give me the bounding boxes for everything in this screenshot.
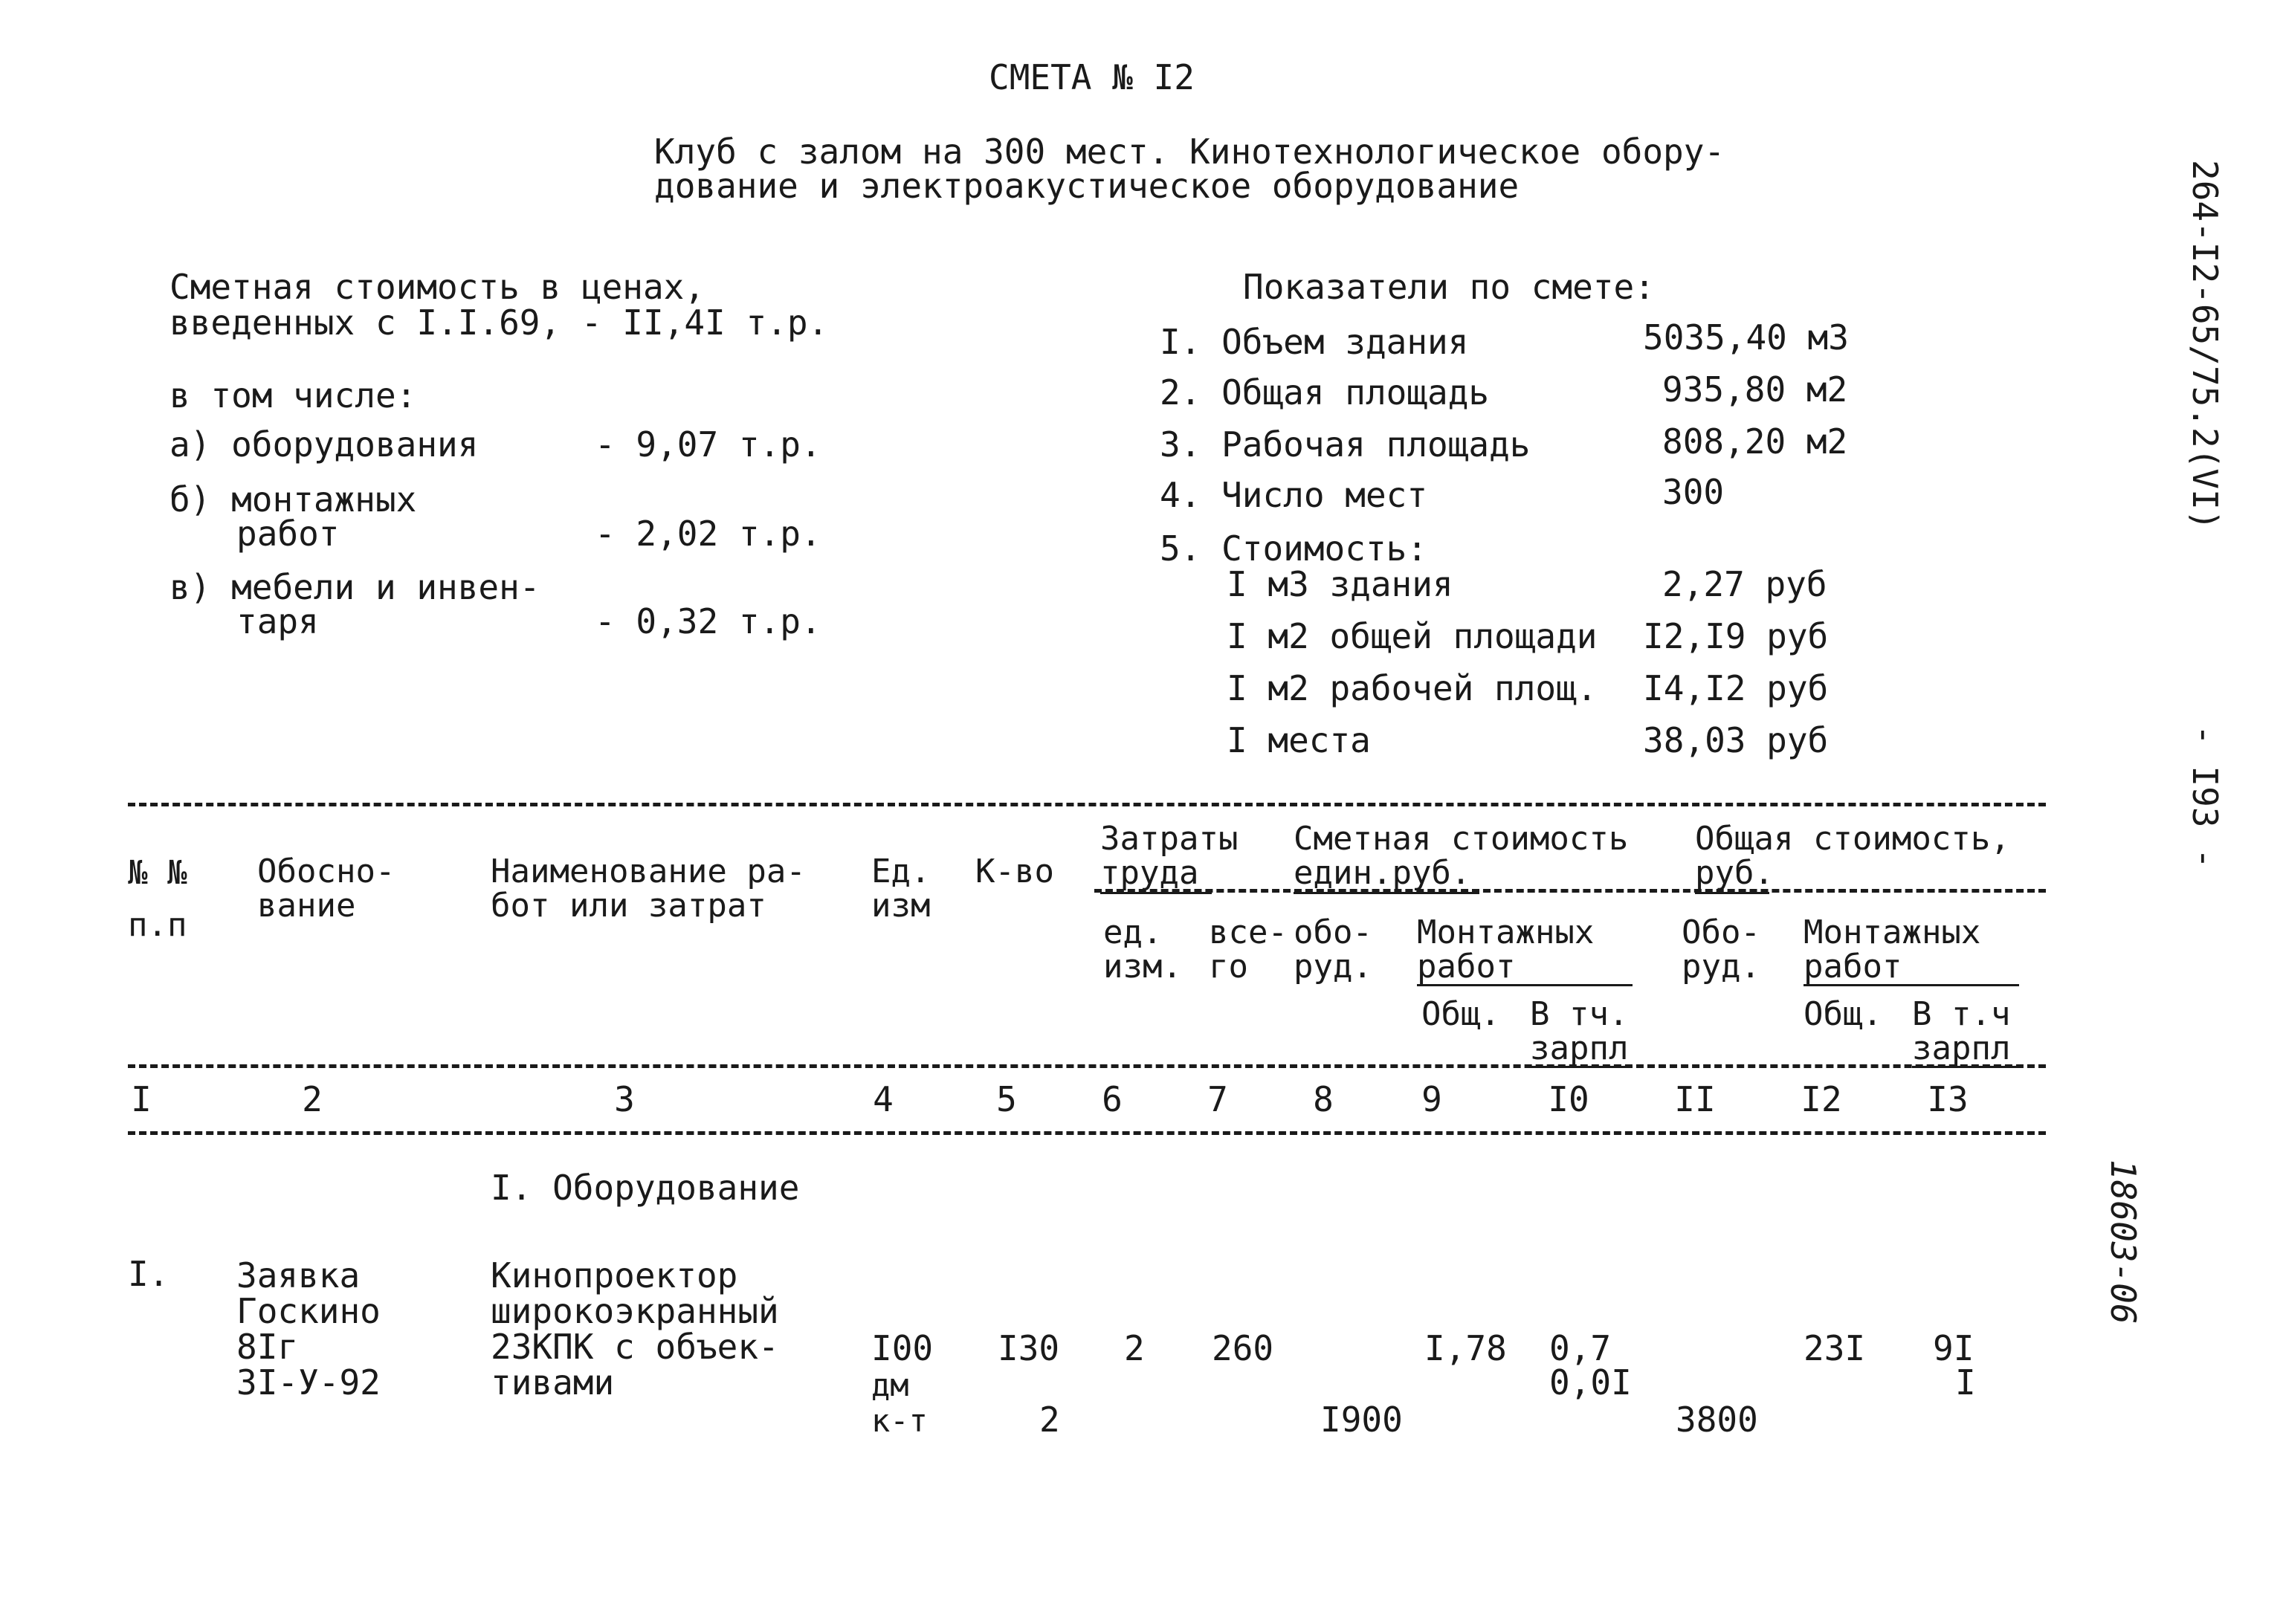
header-bottom-rule xyxy=(128,1064,2046,1068)
hdr-mont-underline xyxy=(1417,984,1633,986)
row-unit: I00 xyxy=(871,1328,934,1368)
archive-stamp: 18603-06 xyxy=(2103,1159,2143,1324)
hdr-basis: Обосно- xyxy=(257,853,395,890)
hdr-labor-unit-sub: изм. xyxy=(1103,948,1182,986)
hdr-unit: Ед. xyxy=(871,853,931,890)
hdr-total-cost: Общая стоимость, xyxy=(1695,820,2010,858)
section-title: I. Оборудование xyxy=(491,1168,800,1208)
cost-item-value: - 2,02 т.р. xyxy=(595,514,821,554)
cost-item-label-cont: работ xyxy=(236,514,340,554)
hdr-equip-total-sub: руд. xyxy=(1682,948,1760,986)
hdr-mont-all-wage: В т.ч xyxy=(1912,995,2011,1033)
row-name: Кинопроектор xyxy=(491,1255,738,1295)
indicator-label: 3. Рабочая площадь xyxy=(1160,424,1531,465)
indicator-value: 300 xyxy=(1662,472,1725,512)
row-basis: 8Iг xyxy=(236,1327,299,1367)
row-basis: Заявка xyxy=(236,1255,361,1295)
col-number: 6 xyxy=(1102,1079,1123,1119)
hdr-mont-wage-sub: зарпл xyxy=(1530,1029,1629,1067)
indicator-label: I. Объем здания xyxy=(1160,322,1469,362)
row-number: I. xyxy=(128,1254,169,1294)
indicator-sub-value: I2,I9 руб xyxy=(1643,616,1829,656)
hdr-name: Наименование ра- xyxy=(491,853,806,890)
col-number: I2 xyxy=(1801,1079,1842,1119)
row-mont-wage-all: 9I xyxy=(1933,1328,1974,1368)
document-title: СМЕТА № I2 xyxy=(989,57,1195,97)
hdr-equip: обо- xyxy=(1294,913,1372,951)
col-number: 5 xyxy=(996,1079,1017,1119)
indicator-value: 935,80 м2 xyxy=(1662,369,1848,410)
col-number: 9 xyxy=(1421,1079,1442,1119)
hdr-mont-all-sub: работ xyxy=(1804,948,1902,986)
hdr-total-cost-sub: руб. xyxy=(1695,854,1774,892)
row-equip-unit: I900 xyxy=(1320,1400,1403,1440)
hdr-equip-sub: руд. xyxy=(1294,948,1372,986)
hdr-mont-all-wage-underline xyxy=(1912,1066,2016,1068)
indicator-value: 808,20 м2 xyxy=(1662,421,1848,462)
col-number: 2 xyxy=(302,1079,323,1119)
hdr-mont-sub: работ xyxy=(1417,948,1516,986)
hdr-labor: Затраты xyxy=(1100,820,1239,858)
hdr-qty: К-во xyxy=(975,853,1054,890)
hdr-mont: Монтажных xyxy=(1417,913,1595,951)
row-labor-total: 260 xyxy=(1212,1328,1274,1368)
indicator-sub-label: I м3 здания xyxy=(1227,564,1453,604)
hdr-name-sub: бот или затрат xyxy=(491,887,766,925)
cost-including: в том числе: xyxy=(169,375,417,415)
hdr-labor-sub: труда xyxy=(1100,854,1199,892)
cost-line1: Сметная стоимость в ценах, xyxy=(169,267,705,307)
col-number: I xyxy=(131,1079,152,1119)
row-mont-wage: 0,7 xyxy=(1549,1328,1612,1368)
page-number: - I93 - xyxy=(2185,725,2225,869)
row-mont-wage-all: I xyxy=(1955,1362,1976,1403)
row-mont-total: I,78 xyxy=(1424,1328,1507,1368)
hdr-unit-cost-underline xyxy=(1294,892,1479,894)
hdr-unit-cost-sub: един.руб. xyxy=(1294,854,1471,892)
row-labor-unit: 2 xyxy=(1124,1328,1145,1368)
row-name: 23КПК с объек- xyxy=(491,1327,779,1367)
row-equip-total: 3800 xyxy=(1676,1400,1758,1440)
column-numbers-rule xyxy=(128,1131,2046,1135)
hdr-labor-underline xyxy=(1100,892,1212,894)
hdr-mont-all: Монтажных xyxy=(1804,913,1981,951)
col-number: 4 xyxy=(873,1079,894,1119)
col-number: 7 xyxy=(1207,1079,1228,1119)
indicators-title: Показатели по смете: xyxy=(1243,267,1655,307)
row-name: широкоэкранный xyxy=(491,1291,779,1331)
table-top-rule xyxy=(128,803,2046,806)
hdr-mont-wage-underline xyxy=(1530,1066,1633,1068)
header-group-rule xyxy=(1094,889,2046,893)
col-number: 8 xyxy=(1313,1079,1334,1119)
hdr-mont-all-total: Общ. xyxy=(1804,995,1882,1033)
hdr-mont-total: Общ. xyxy=(1421,995,1500,1033)
cost-item-label-cont: таря xyxy=(236,601,319,641)
indicator-label: 5. Стоимость: xyxy=(1160,528,1428,569)
hdr-labor-unit: ед. xyxy=(1103,913,1163,951)
hdr-mont-wage: В тч. xyxy=(1530,995,1629,1033)
col-number: II xyxy=(1674,1079,1716,1119)
cost-item-label: б) монтажных xyxy=(169,479,417,520)
row-unit: дм xyxy=(871,1367,909,1403)
cost-item-value: - 9,07 т.р. xyxy=(595,424,821,465)
hdr-unit-cost: Сметная стоимость xyxy=(1294,820,1629,858)
row-unit: к-т xyxy=(871,1403,928,1439)
hdr-total-cost-underline xyxy=(1695,892,1769,894)
row-basis: Госкино xyxy=(236,1291,381,1331)
cost-line2: введенных с I.I.69, - II,4I т.р. xyxy=(169,303,829,343)
hdr-labor-total-sub: го xyxy=(1209,948,1248,986)
document-code: 264-I2-65/75.2(VI) xyxy=(2185,160,2225,531)
document-subtitle-line2: дование и электроакустическое оборудование xyxy=(654,166,1520,206)
hdr-num: № № xyxy=(128,854,187,892)
cost-item-label: в) мебели и инвен- xyxy=(169,567,540,607)
hdr-unit-sub: изм xyxy=(871,887,931,925)
document-subtitle-line1: Клуб с залом на 300 мест. Кинотехнологическое обору- xyxy=(654,132,1725,172)
col-number: I0 xyxy=(1548,1079,1589,1119)
cost-item-value: - 0,32 т.р. xyxy=(595,601,821,641)
row-basis: 3I-У-92 xyxy=(236,1362,381,1403)
indicator-value: 5035,40 м3 xyxy=(1643,317,1849,358)
indicator-sub-value: I4,I2 руб xyxy=(1643,668,1829,708)
indicator-label: 4. Число мест xyxy=(1160,475,1428,515)
row-mont-wage: 0,0I xyxy=(1549,1362,1632,1403)
indicator-sub-value: 2,27 руб xyxy=(1662,564,1827,604)
indicator-sub-value: 38,03 руб xyxy=(1643,720,1829,760)
hdr-mont-all-wage-sub: зарпл xyxy=(1912,1029,2011,1067)
cost-item-label: а) оборудования xyxy=(169,424,479,465)
indicator-sub-label: I места xyxy=(1227,720,1371,760)
col-number: I3 xyxy=(1927,1079,1969,1119)
row-qty: 2 xyxy=(1039,1400,1060,1440)
indicator-sub-label: I м2 рабочей площ. xyxy=(1227,668,1598,708)
row-mont-total-all: 23I xyxy=(1804,1328,1866,1368)
hdr-mont-all-underline xyxy=(1804,984,2019,986)
row-qty: I30 xyxy=(998,1328,1060,1368)
row-name: тивами xyxy=(491,1362,615,1403)
hdr-basis-sub: вание xyxy=(257,887,356,925)
hdr-equip-total: Обо- xyxy=(1682,913,1760,951)
indicator-sub-label: I м2 общей площади xyxy=(1227,616,1598,656)
col-number: 3 xyxy=(614,1079,635,1119)
hdr-num-sub: п.п xyxy=(128,906,187,944)
hdr-labor-total: все- xyxy=(1209,913,1288,951)
indicator-label: 2. Общая площадь xyxy=(1160,372,1490,413)
